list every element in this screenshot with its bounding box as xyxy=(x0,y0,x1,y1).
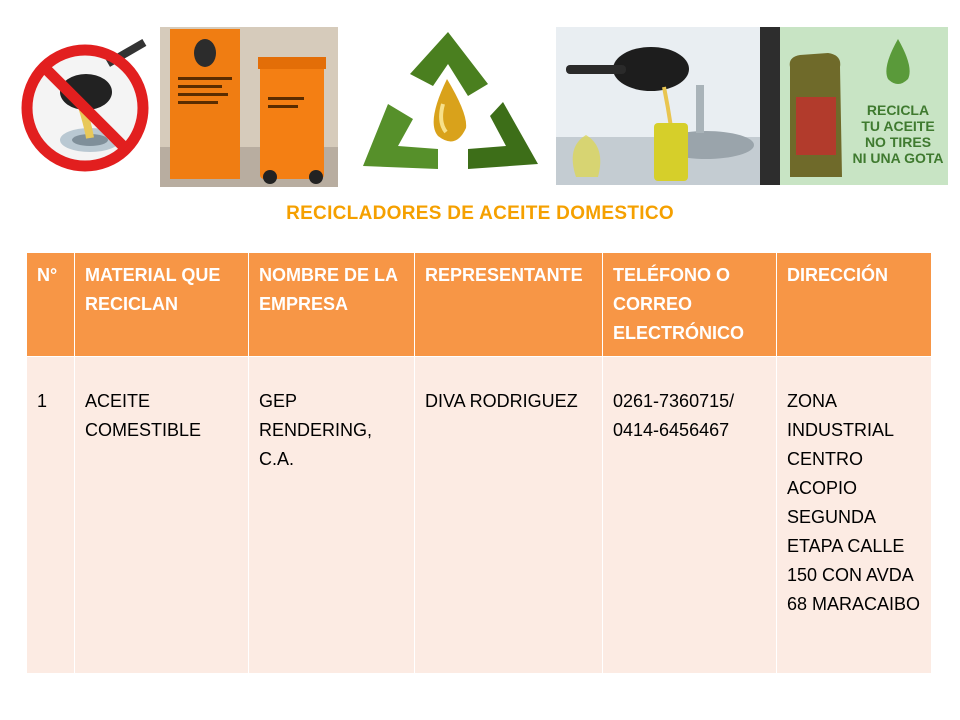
table-row xyxy=(27,357,932,674)
sign-line-3: NO TIRES xyxy=(864,134,932,150)
header-contact: TELÉFONO O CORREO ELECTRÓNICO xyxy=(603,253,777,357)
header-number: N° xyxy=(27,253,75,357)
recycle-oil-drop-image xyxy=(338,24,556,189)
header-representative: REPRESENTANTE xyxy=(415,253,603,357)
recicla-tu-aceite-sign xyxy=(760,27,948,185)
header-company: NOMBRE DE LA EMPRESA xyxy=(249,253,415,357)
sign-line-4: NI UNA GOTA xyxy=(852,150,944,166)
cell-representative: DIVA RODRIGUEZ xyxy=(415,357,603,674)
cell-number: 1 xyxy=(27,357,75,674)
cell-material: ACEITE COMESTIBLE xyxy=(75,357,249,674)
image-banner xyxy=(0,22,960,192)
pouring-oil-sink-image xyxy=(556,27,761,185)
header-address: DIRECCIÓN xyxy=(777,253,932,357)
cell-contact: 0261-7360715/ 0414-6456467 xyxy=(603,357,777,674)
cell-company: GEP RENDERING, C.A. xyxy=(249,357,415,674)
header-material: MATERIAL QUE RECICLAN xyxy=(75,253,249,357)
orange-recycling-bins-image xyxy=(160,27,338,187)
sign-line-2: TU ACEITE xyxy=(861,118,935,134)
recyclers-table xyxy=(26,252,932,674)
page-title: RECICLADORES DE ACEITE DOMESTICO xyxy=(286,203,674,224)
sign-line-1: RECICLA xyxy=(866,102,930,118)
no-oil-drain-image xyxy=(18,30,153,180)
cell-address: ZONA INDUSTRIAL CENTRO ACOPIO SEGUNDA ETAPA CALLE 150 CON AVDA 68 MARACAIBO xyxy=(777,357,932,674)
table-header-row xyxy=(27,253,932,357)
